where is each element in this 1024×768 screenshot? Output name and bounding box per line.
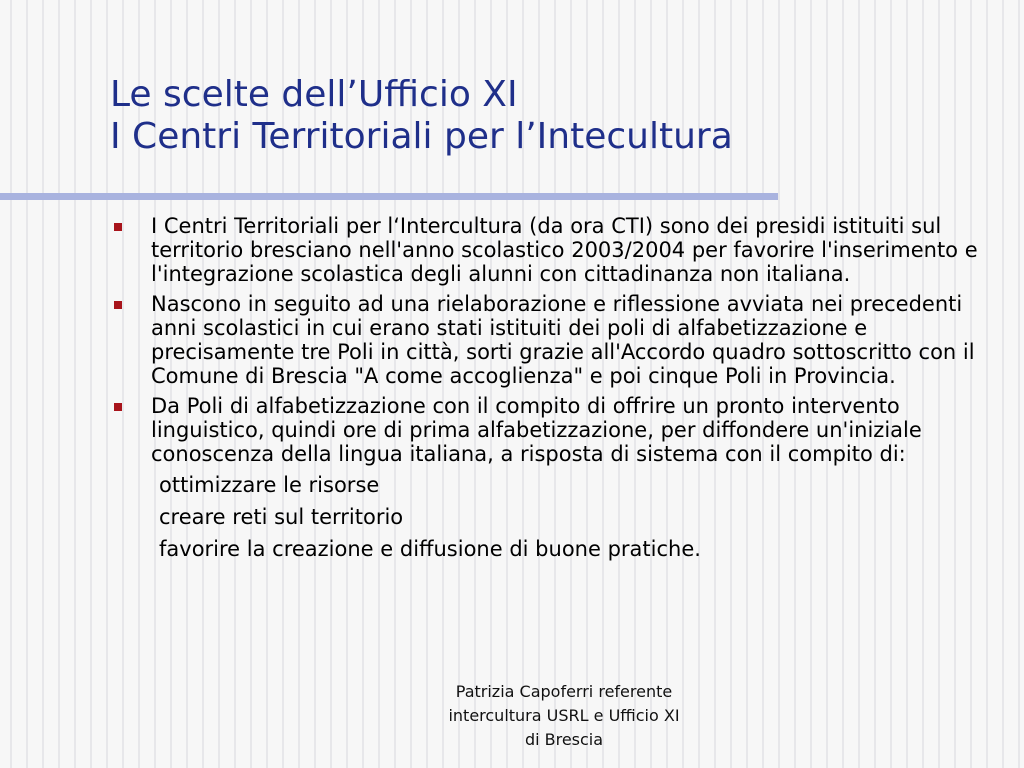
slide-title [110, 74, 990, 158]
slide-footer [410, 680, 718, 752]
square-bullet-icon [114, 223, 122, 231]
footer-line: di Brescia [524, 730, 604, 749]
title-line-1: Le scelte dell’Ufficio XI [110, 74, 518, 115]
bullet-text: Da Poli di alfabetizzazione con il compito di offrire un pronto intervento linguistico, quindi ore di prima alfabetizzazione, per diffondere un'iniziale conoscenza della lingua italiana, a risposta di sistema con il compito di: [151, 394, 922, 466]
bullet-item [112, 292, 1002, 388]
bullet-item [112, 394, 1002, 466]
bullet-text: Nascono in seguito ad una rielaborazione e riflessione avviata nei precedenti anni scolastici in cui erano stati istituiti dei poli di alfabetizzazione e precisamente tre Poli in città, sorti grazie all'Accordo quadro sottoscritto con il Comune di Brescia "A come accoglienza" e poi cinque Poli in Provincia. [151, 292, 975, 388]
slide-body [112, 214, 1002, 567]
footer-line: intercultura USRL e Ufficio XI [448, 706, 680, 725]
square-bullet-icon [114, 301, 122, 309]
title-line-2: I Centri Territoriali per l’Intecultura [110, 116, 733, 157]
subline-item: favorire la creazione e diffusione di buone pratiche. [159, 537, 701, 561]
square-bullet-icon [114, 403, 122, 411]
bullet-item [112, 214, 1002, 286]
footer-line: Patrizia Capoferri referente [455, 682, 673, 701]
subline-item: ottimizzare le risorse [159, 473, 380, 497]
subline-item: creare reti sul territorio [159, 505, 404, 529]
title-divider [0, 193, 778, 200]
bullet-text: I Centri Territoriali per l‘Intercultura (da ora CTI) sono dei presidi istituiti sul territorio bresciano nell'anno scolastico 2003/2004 per favorire l'inserimento e l'integrazione scolastica degli alunni con cittadinanza non italiana. [151, 214, 978, 286]
